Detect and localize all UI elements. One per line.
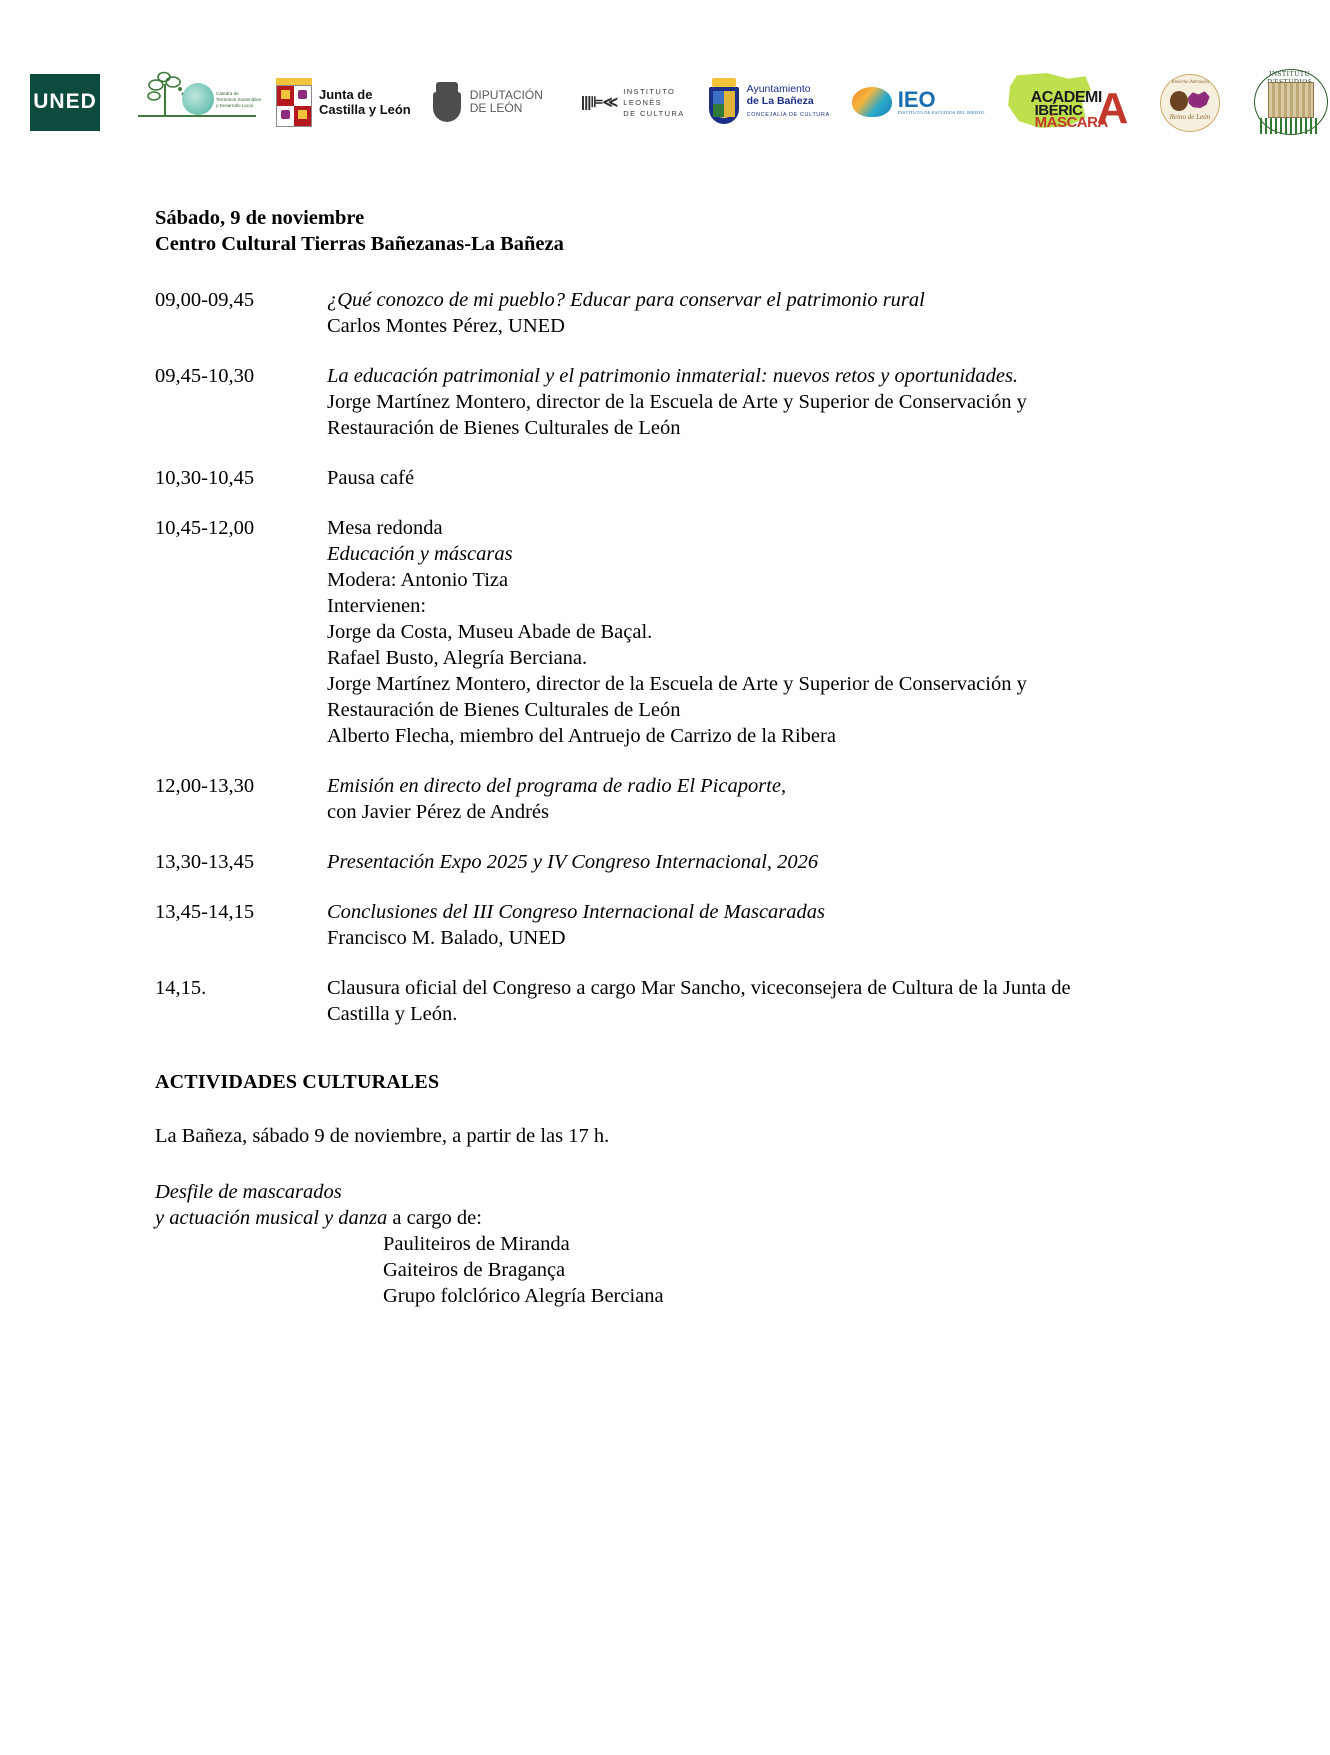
- schedule-line: Jorge Martínez Montero, director de la Escuela de Arte y Superior de Conservación y Restauración de Bienes Culturales de León: [327, 673, 1027, 721]
- schedule-line: Conclusiones del III Congreso Internacional de Mascaradas: [327, 901, 826, 923]
- schedule-line: Francisco M. Balado, UNED: [327, 927, 566, 949]
- crown-icon: [276, 78, 312, 85]
- schedule-content: [327, 975, 1095, 1027]
- academia-word1: ACADEMI: [1030, 89, 1102, 106]
- catedra-line2: Territorios Sostenibles: [216, 97, 262, 102]
- schedule-line: Rafael Busto, Alegría Berciana.: [327, 647, 588, 669]
- heading-date: Sábado, 9 de noviembre: [155, 207, 365, 229]
- schedule-line: Mesa redonda: [327, 517, 443, 539]
- lion-crest-icon: [431, 80, 463, 124]
- schedule-line: Presentación Expo 2025 y IV Congreso Internacional, 2026: [327, 851, 819, 873]
- schedule-line: Carlos Montes Pérez, UNED: [327, 315, 565, 337]
- schedule-line: Intervienen:: [327, 595, 427, 617]
- seal-core-icon: [1268, 82, 1314, 118]
- diputacion-line2: DE LEÓN: [469, 101, 523, 115]
- schedule-content: [327, 899, 1095, 951]
- parade-line-2-rest: a cargo de:: [387, 1207, 482, 1229]
- schedule-row: [155, 363, 1095, 441]
- schedule-row: [155, 465, 1095, 491]
- schedule-content: [327, 515, 1095, 749]
- ieo-logo: [852, 63, 985, 141]
- ilc-mark-icon: |||⊫≪: [580, 94, 618, 111]
- schedule-row: [155, 899, 1095, 951]
- junta-line1: Junta de: [319, 87, 373, 102]
- instituto-leones-de-cultura-logo: [581, 63, 685, 141]
- schedule-time: 13,45-14,15: [155, 901, 255, 923]
- parade-line-2: [155, 1205, 1095, 1231]
- page-title: [155, 205, 1095, 257]
- ilc-line1: INSTITUTO: [623, 86, 676, 96]
- performers-list: [383, 1231, 1095, 1309]
- junta-logo-text: [319, 87, 411, 117]
- schedule-line: Jorge da Costa, Museu Abade de Baçal.: [327, 621, 653, 643]
- academia-word2: IBÉRIC: [1034, 102, 1083, 119]
- parade-line-1: Desfile de mascarados: [155, 1181, 342, 1203]
- schedule-line: La educación patrimonial y el patrimonio inmaterial: nuevos retos y oportunidades.: [327, 365, 1019, 387]
- schedule-content: [327, 773, 1095, 825]
- heading-venue: Centro Cultural Tierras Bañezanas-La Bañeza: [155, 233, 564, 255]
- ieo-acronym: IEO: [897, 86, 936, 112]
- ieo-subtitle: INSTITUTO DE ESTUDIOS DEL BIERZO: [897, 109, 985, 115]
- globe-icon: [182, 83, 214, 115]
- academia-big-a: A: [1096, 84, 1129, 133]
- ayuntamiento-line3: CONCEJALÍA DE CULTURA: [746, 112, 830, 118]
- academia-word3: MÁSCARA: [1034, 114, 1108, 131]
- schedule-time: 09,45-10,30: [155, 365, 255, 387]
- ilc-line2: LEONÉS: [623, 97, 663, 107]
- schedule-content: [327, 465, 1095, 491]
- schedule-row: [155, 515, 1095, 749]
- coat-of-arms-icon: [276, 85, 312, 127]
- schedule-line: con Javier Pérez de Andrés: [327, 801, 549, 823]
- schedule-line: Jorge Martínez Montero, director de la Escuela de Arte y Superior de Conservación y Restauración de Bienes Culturales de León: [327, 391, 1027, 439]
- institutu-top-text: INSTITUTU: [1269, 70, 1311, 78]
- catedra-territorios-sostenibles-logo: [130, 69, 260, 135]
- schedule-line: Emisión en directo del programa de radio El Picaporte,: [327, 775, 787, 797]
- ieo-landscape-icon: [852, 87, 892, 117]
- schedule-line: Modera: Antonio Tiza: [327, 569, 509, 591]
- schedule-row: [155, 975, 1095, 1027]
- diputacion-line1: DIPUTACIÓN: [469, 88, 543, 102]
- parade-line-2-italic: y actuación musical y danza: [155, 1207, 388, 1229]
- schedule-time: 10,45-12,00: [155, 517, 255, 539]
- junta-shield-wrap: [276, 85, 312, 127]
- catedra-line1: Cátedra de: [216, 91, 239, 96]
- reino-top-text: Invierno Antruejos: [1171, 80, 1210, 85]
- tree-icon: [142, 72, 188, 116]
- uned-logo-text: UNED: [33, 90, 97, 113]
- ayuntamiento-line1: Ayuntamiento: [746, 83, 811, 95]
- junta-line2: Castilla y León: [319, 102, 411, 117]
- performer-item: Grupo folclórico Alegría Berciana: [383, 1285, 664, 1307]
- performer-item: Gaiteiros de Bragança: [383, 1259, 566, 1281]
- ilc-line3: DE CULTURA: [623, 108, 685, 118]
- document-body: [155, 205, 1095, 1309]
- schedule-row: [155, 773, 1095, 825]
- ayuntamiento-logo-text: [747, 83, 830, 121]
- performer-item: Pauliteiros de Miranda: [383, 1233, 570, 1255]
- city-crest-icon: [707, 78, 741, 126]
- schedule-line: Pausa café: [327, 467, 415, 489]
- diputacion-de-leon-logo: [431, 63, 543, 141]
- schedule-time: 12,00-13,30: [155, 775, 255, 797]
- schedule-content: [327, 363, 1095, 441]
- ayuntamiento-line2: de La Bañeza: [746, 95, 814, 107]
- schedule-line: Educación y máscaras: [327, 543, 513, 565]
- schedule-time: 13,30-13,45: [155, 851, 255, 873]
- sponsor-logo-bar: [0, 62, 1311, 142]
- activities-place-line: La Bañeza, sábado 9 de noviembre, a partir de las 17 h.: [155, 1125, 610, 1147]
- schedule-content: [327, 849, 1095, 875]
- schedule-line: Alberto Flecha, miembro del Antruejo de Carrizo de la Ribera: [327, 725, 836, 747]
- catedra-logo-text: [216, 91, 276, 109]
- schedule-row: [155, 287, 1095, 339]
- ayuntamiento-de-la-baneza-logo: [707, 63, 830, 141]
- junta-castilla-y-leon-logo: [276, 63, 411, 141]
- activities-parade-block: [155, 1179, 1095, 1309]
- schedule-content: [327, 287, 1095, 339]
- schedule-time: 10,30-10,45: [155, 467, 255, 489]
- catedra-line3: y Desarrollo Local: [216, 103, 253, 108]
- schedule-time: 09,00-09,45: [155, 289, 255, 311]
- grass-icon: [1260, 118, 1320, 134]
- reino-de-leon-logo: [1158, 71, 1222, 133]
- mask-icon: [1170, 91, 1188, 111]
- academia-iberica-de-la-mascara-logo: [1005, 71, 1140, 133]
- section-title-actividades: ACTIVIDADES CULTURALES: [155, 1071, 440, 1093]
- reino-bottom-text: Reino de León: [1169, 113, 1211, 121]
- schedule-line: ¿Qué conozco de mi pueblo? Educar para conservar el patrimonio rural: [327, 289, 925, 311]
- ieo-logo-text: [897, 86, 985, 115]
- diputacion-logo-text: [470, 89, 543, 115]
- schedule-line: Clausura oficial del Congreso a cargo Mar Sancho, viceconsejera de Cultura de la Junta de Castilla y León.: [327, 977, 1071, 1025]
- ilc-logo-text: [623, 86, 684, 119]
- schedule-time: 14,15.: [155, 977, 207, 999]
- schedule-row: [155, 849, 1095, 875]
- institutu-destudios-logo: [1250, 68, 1330, 136]
- uned-logo: [30, 74, 100, 131]
- schedule-list: [155, 287, 1095, 1027]
